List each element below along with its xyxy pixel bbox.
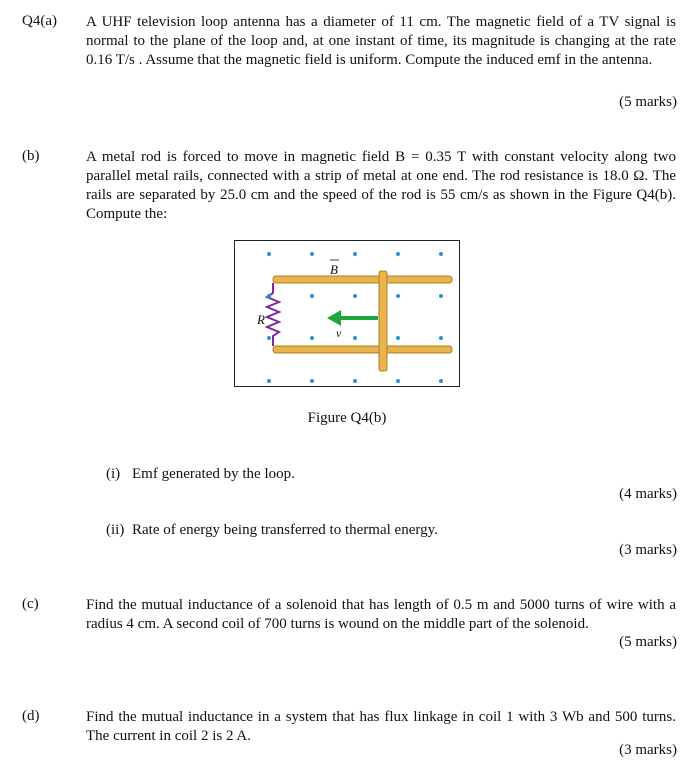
field-dot	[396, 379, 400, 383]
field-dot	[353, 379, 357, 383]
question-4b-label: (b)	[22, 148, 40, 164]
question-4a-marks: (5 marks)	[619, 94, 677, 110]
part-ii-text: Rate of energy being transferred to thermal energy.	[132, 522, 438, 538]
field-dot	[396, 336, 400, 340]
velocity-arrow-head	[327, 310, 341, 326]
field-dot	[267, 294, 271, 298]
field-dot	[353, 336, 357, 340]
field-dot	[267, 336, 271, 340]
question-4a-label: Q4(a)	[22, 13, 57, 29]
field-dot	[439, 252, 443, 256]
field-dot	[439, 294, 443, 298]
field-dot	[267, 379, 271, 383]
field-dot	[439, 379, 443, 383]
question-4d-text: Find the mutual inductance in a system that has flux linkage in coil 1 with 3 Wb and 500 turns. The current in coil 2 is 2 A.	[86, 709, 676, 744]
question-4c-marks: (5 marks)	[619, 634, 677, 650]
part-i-text: Emf generated by the loop.	[132, 466, 295, 482]
field-label: B	[330, 262, 338, 277]
part-i-number: (i)	[106, 466, 121, 482]
question-4d-label: (d)	[22, 708, 40, 724]
resistor-label: R	[257, 312, 265, 327]
part-ii-number: (ii)	[106, 522, 125, 538]
rail-diagram	[235, 241, 458, 385]
field-dot	[310, 336, 314, 340]
question-4a-text: A UHF television loop antenna has a diameter of 11 cm. The magnetic field of a TV signal is normal to the plane of the loop and, at one instant of time, its magnitude is changing at the rate 0.16 T/s . Assume that the magnetic field is uniform. Compute the induced emf in the antenna.	[86, 14, 676, 68]
field-dot	[310, 252, 314, 256]
field-dot	[439, 336, 443, 340]
figure-q4b	[234, 240, 460, 387]
question-4c-label: (c)	[22, 596, 39, 612]
field-dot	[353, 252, 357, 256]
part-i-marks: (4 marks)	[619, 486, 677, 502]
part-ii-marks: (3 marks)	[619, 542, 677, 558]
figure-caption: Figure Q4(b)	[307, 410, 387, 426]
upper-rail	[273, 276, 452, 283]
question-4d-marks: (3 marks)	[619, 742, 677, 758]
sliding-rod	[379, 271, 387, 371]
field-dot	[353, 294, 357, 298]
question-4c-text: Find the mutual inductance of a solenoid that has length of 0.5 m and 5000 turns of wire with a radius 4 cm. A second coil of 700 turns is wound on the middle part of the solenoid.	[86, 597, 676, 632]
field-dot	[310, 379, 314, 383]
velocity-label: v	[336, 326, 342, 340]
field-dot	[396, 252, 400, 256]
field-dot	[310, 294, 314, 298]
question-4b-text: A metal rod is forced to move in magnetic field B = 0.35 T with constant velocity along two parallel metal rails, connected with a strip of metal at one end. The rod resistance is 18.0 Ω. The rails are separated by 25.0 cm and the speed of the rod is 55 cm/s as shown in the Figure Q4(b). Compute the:	[86, 149, 676, 222]
field-dot	[267, 252, 271, 256]
lower-rail	[273, 346, 452, 353]
field-dot	[396, 294, 400, 298]
